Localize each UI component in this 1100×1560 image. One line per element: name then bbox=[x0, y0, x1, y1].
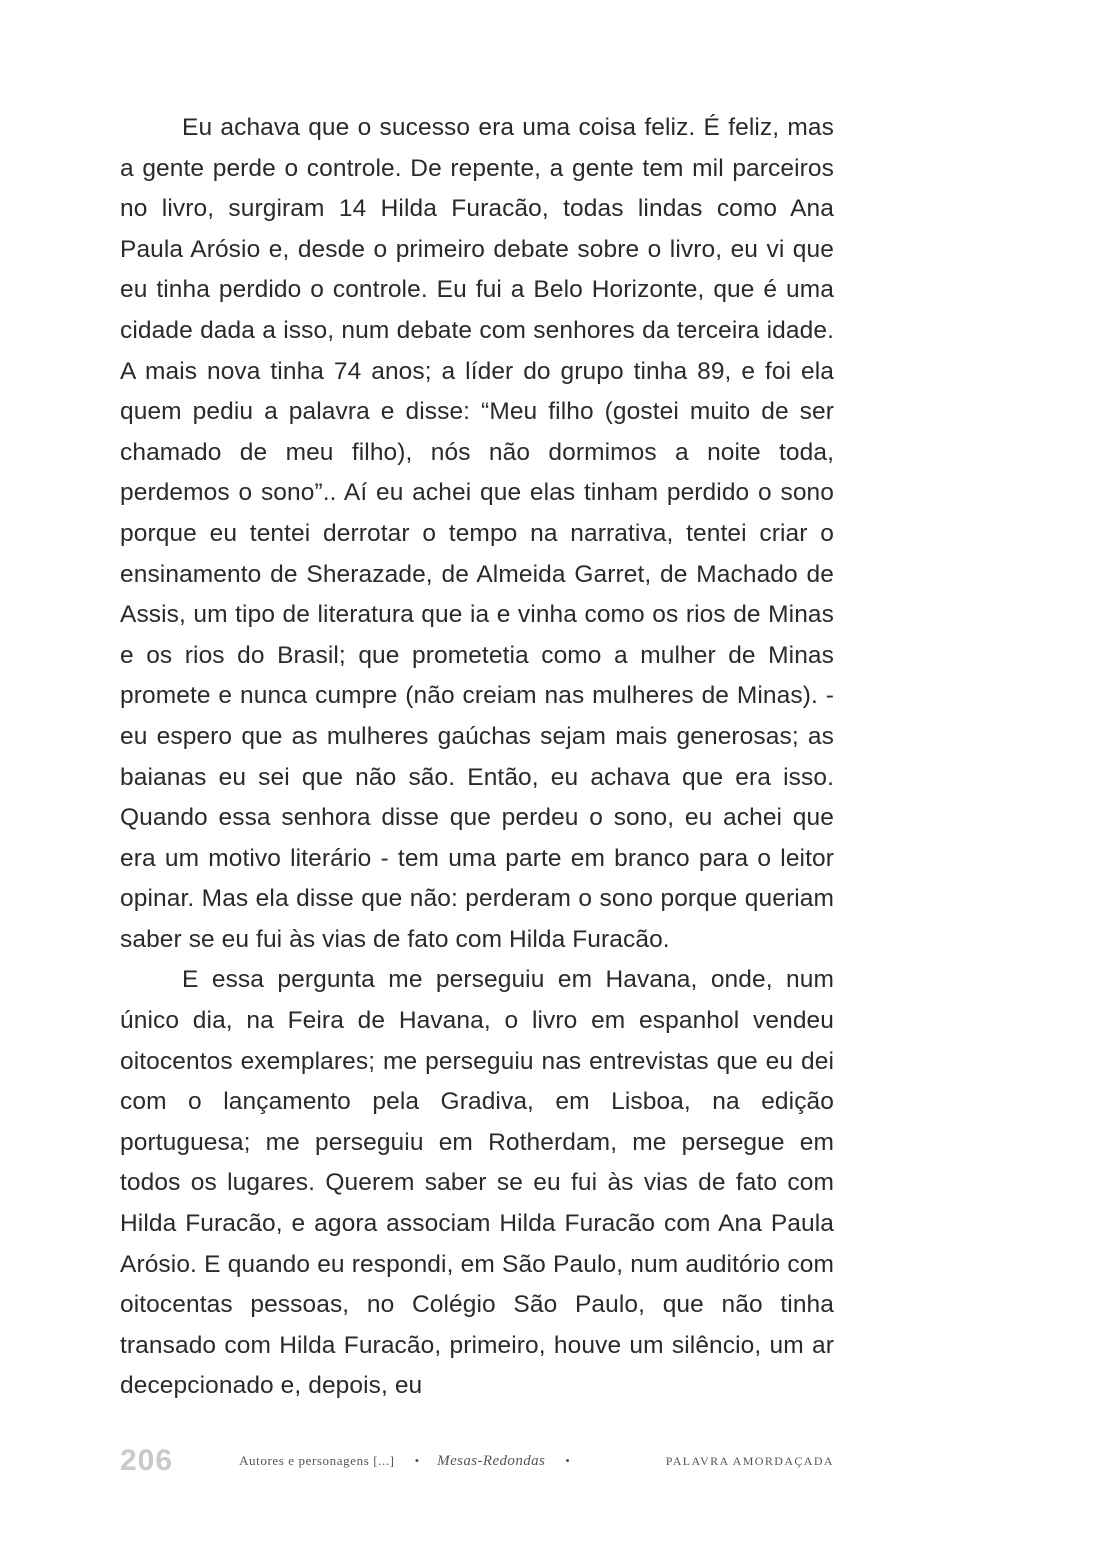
footer-bullet: • bbox=[565, 1453, 570, 1468]
paragraph-1: Eu achava que o sucesso era uma coisa feliz. É feliz, mas a gente perde o controle. De repente, a gente tem mil parceiros no livro, surgiram 14 Hilda Furacão, todas lindas como Ana Paula Arósio e, desde o primeiro debate sobre o livro, eu vi que eu tinha perdido o controle. Eu fui a Belo Horizonte, que é uma cidade dada a isso, num debate com senhores da terceira idade. A mais nova tinha 74 anos; a líder do grupo tinha 89, e foi ela quem pediu a palavra e disse: “Meu filho (gostei muito de ser chamado de meu filho), nós não dormimos a noite toda, perdemos o sono”.. Aí eu achei que elas tinham perdido o sono porque eu tentei derrotar o tempo na narrativa, tentei criar o ensinamento de Sherazade, de Almeida Garret, de Machado de Assis, um tipo de literatura que ia e vinha como os rios de Minas e os rios do Brasil; que prometetia como a mulher de Minas promete e nunca cumpre (não creiam nas mulheres de Minas). - eu espero que as mulheres gaúchas sejam mais generosas; as baianas eu sei que não são. Então, eu achava que era isso. Quando essa senhora disse que perdeu o sono, eu achei que era um motivo literário - tem uma parte em branco para o leitor opinar. Mas ela disse que não: perderam o sono porque queriam saber se eu fui às vias de fato com Hilda Furacão. bbox=[120, 114, 834, 953]
page-number: 206 bbox=[120, 1444, 174, 1477]
section-title: PALAVRA AMORDAÇADA bbox=[665, 1453, 834, 1468]
paragraph-2: E essa pergunta me perseguiu em Havana, onde, num único dia, na Feira de Havana, o livro em espanhol vendeu oitocentos exemplares; me perseguiu nas entrevistas que eu dei com o lançamento pela Gradiva, em Lisboa, na edição portuguesa; me perseguiu em Rotherdam, me persegue em todos os lugares. Querem saber se eu fui às vias de fato com Hilda Furacão, e agora associam Hilda Furacão com Ana Paula Arósio. E quando eu respondi, em São Paulo, num auditório com oitocentas pessoas, no Colégio São Paulo, que não tinha transado com Hilda Furacão, primeiro, houve um silêncio, um ar decepcionado e, depois, eu bbox=[120, 966, 834, 1400]
footer-bullet: • bbox=[414, 1453, 420, 1468]
page-footer bbox=[120, 1444, 834, 1478]
running-title: Autores e personagens [...] bbox=[239, 1453, 395, 1468]
series-title: Mesas-Redondas bbox=[437, 1452, 546, 1469]
body-text bbox=[120, 108, 834, 1407]
